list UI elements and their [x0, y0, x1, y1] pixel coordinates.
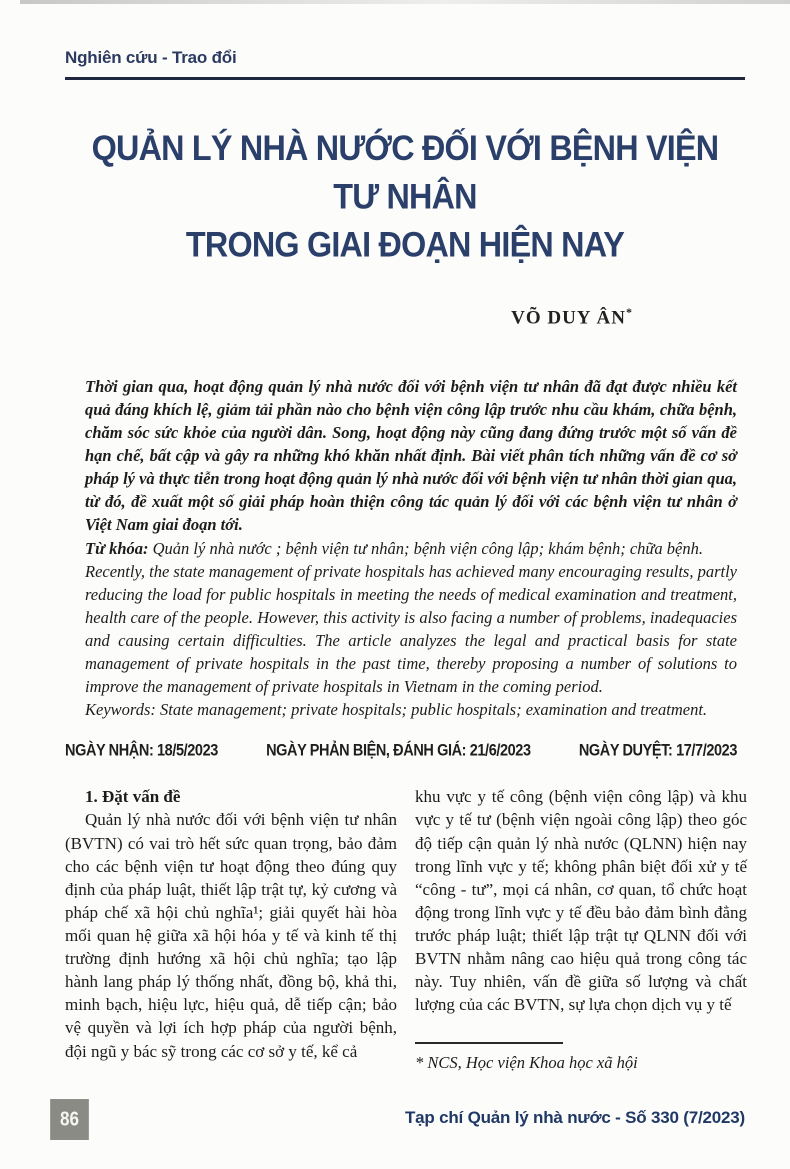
header-rule: [65, 77, 745, 80]
page-number-badge: 86: [50, 1099, 89, 1140]
date-approved: NGÀY DUYỆT: 17/7/2023: [578, 742, 737, 761]
article-title-line2: TRONG GIAI ĐOẠN HIỆN NAY: [185, 224, 625, 264]
body-column-right: [415, 785, 747, 1075]
article-title: [72, 124, 738, 269]
body-paragraph-right: khu vực y tế công (bệnh viện công lập) và khu vực y tế tư (bệnh viện ngoài công lập) theo góc độ tiếp cận quản lý nhà nước (QLNN) hiện nay trong lĩnh vực y tế; không phân biệt đối xử y tế “công - tư”, mọi cá nhân, cơ quan, tổ chức hoạt động trong lĩnh vực y tế đều bảo đảm bình đẳng trước pháp luật; thiết lập trật tự QLNN đối với BVTN nhằm nâng cao hiệu quả trong công tác này. Tuy nhiên, vấn đề giữa số lượng và chất lượng của các BVTN, sự lựa chọn dịch vụ y tế: [415, 787, 747, 1015]
keywords-vietnamese: Quản lý nhà nước ; bệnh viện tư nhân; bệnh viện công lập; khám bệnh; chữa bệnh.: [148, 538, 704, 558]
keywords-label-english: Keywords:: [85, 700, 156, 720]
author-name: VÕ DUY ÂN: [511, 306, 626, 328]
journal-issue-line: Tạp chí Quản lý nhà nước - Số 330 (7/2023): [404, 1108, 745, 1127]
abstract-english: Recently, the state management of private hospitals has achieved many encouraging results, partly reducing the load for public hospitals in meeting the needs of medical examination and treatment, health care of the people. However, this activity is also facing a number of problems, inadequacies and causing certain difficulties. The article analyzes the legal and practical basis for state management of private hospitals in the past time, thereby proposing a number of solutions to improve the management of private hospitals in Vietnam in the coming period.: [85, 561, 737, 697]
article-title-line1: QUẢN LÝ NHÀ NƯỚC ĐỐI VỚI BỆNH VIỆN TƯ NHÂN: [91, 128, 719, 216]
section-1-heading: 1. Đặt vấn đề: [85, 787, 181, 807]
date-received: NGÀY NHẬN: 18/5/2023: [65, 742, 218, 761]
abstract-block: [85, 375, 737, 721]
keywords-line-vietnamese: [85, 537, 737, 560]
body-paragraph-left: Quản lý nhà nước đối với bệnh viện tư nhân (BVTN) có vai trò hết sức quan trọng, bảo đảm cho các bệnh viện tư hoạt động theo đúng quy định của pháp luật, thiết lập trật tự, kỷ cương và pháp chế xã hội chủ nghĩa¹; giải quyết hài hòa mối quan hệ giữa xã hội hóa y tế và kinh tế thị trường định hướng xã hội chủ nghĩa; tạo lập hành lang pháp lý thống nhất, đồng bộ, khả thi, minh bạch, hiệu lực, hiệu quả, dễ tiếp cận; bảo vệ quyền và lợi ích hợp pháp của người bệnh, đội ngũ y bác sỹ trong các cơ sở y tế, kể cả: [65, 810, 397, 1061]
abstract-vietnamese: Thời gian qua, hoạt động quản lý nhà nước đối với bệnh viện tư nhân đã đạt được nhiều kết quả đáng khích lệ, giảm tải phần nào cho bệnh viện công lập trước nhu cầu khám, chữa bệnh, chăm sóc sức khỏe của người dân. Song, hoạt động này cũng đang đứng trước một số vấn đề hạn chế, bất cập và gây ra những khó khăn nhất định. Bài viết phân tích những vấn đề cơ sở pháp lý và thực tiễn trong hoạt động quản lý nhà nước đối với bệnh viện tư nhân thời gian qua, từ đó, đề xuất một số giải pháp hoàn thiện công tác quản lý đối với các bệnh viện tư nhân ở Việt Nam giai đoạn tới.: [85, 376, 737, 535]
footnote-rule: [415, 1042, 563, 1044]
date-reviewed: NGÀY PHẢN BIỆN, ĐÁNH GIÁ: 21/6/2023: [266, 742, 531, 761]
page-footer: [48, 1100, 745, 1139]
footnote-text: * NCS, Học viện Khoa học xã hội: [415, 1053, 638, 1073]
keywords-line-english: [85, 698, 737, 721]
author-footnote-marker: *: [626, 304, 633, 319]
keywords-label-vietnamese: Từ khóa:: [85, 538, 149, 558]
dates-row: [65, 742, 737, 760]
author-affiliation-footnote: [415, 1042, 747, 1074]
keywords-english: State management; private hospitals; public hospitals; examination and treatment.: [155, 700, 708, 720]
author-line: [65, 305, 745, 329]
running-head-section-label: Nghiên cứu - Trao đổi: [65, 48, 237, 67]
body-column-left: [65, 785, 397, 1075]
body-columns: [65, 785, 747, 1075]
